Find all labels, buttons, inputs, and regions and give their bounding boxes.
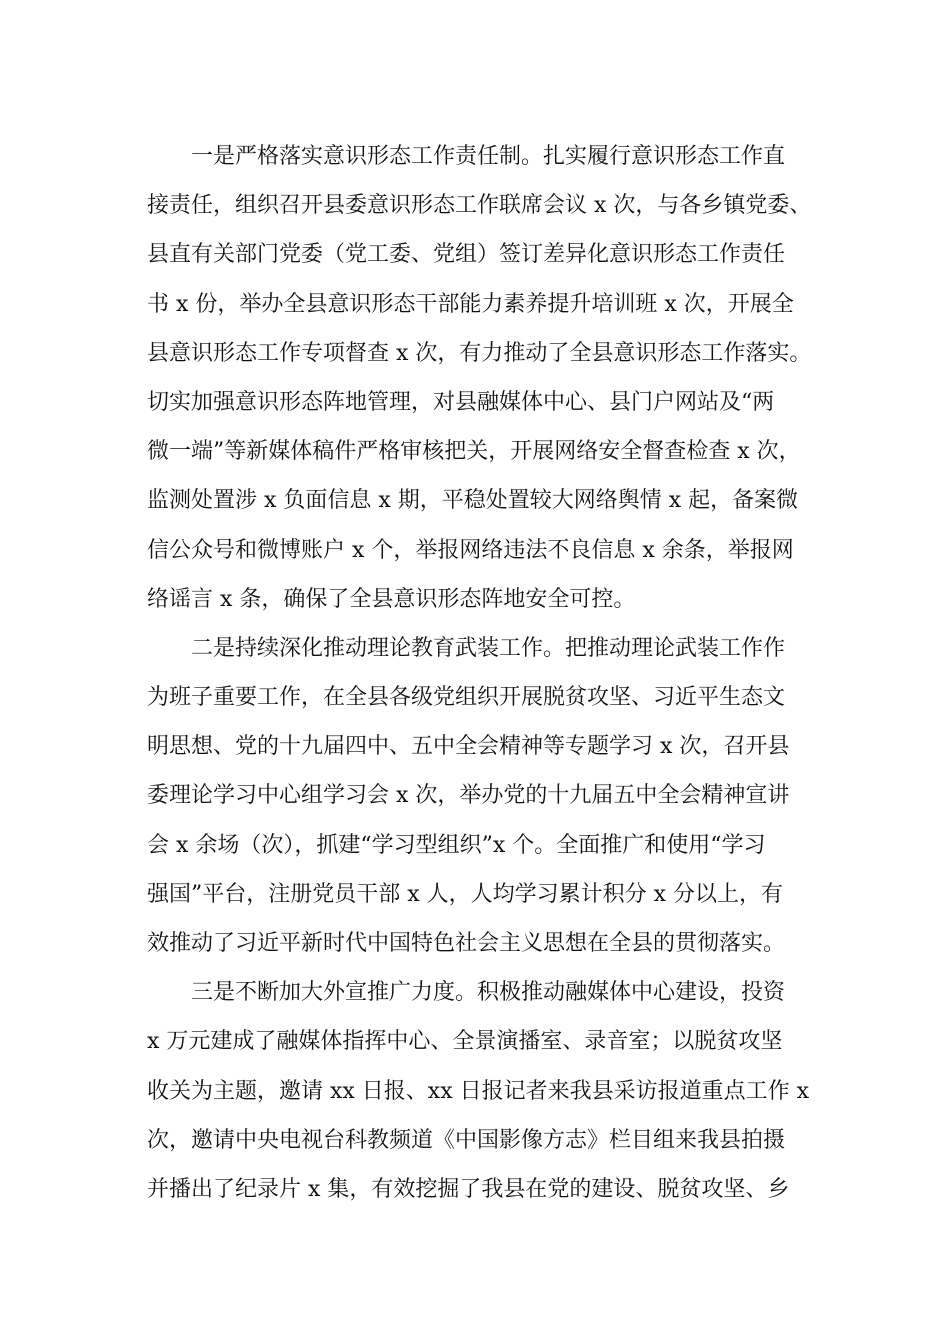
text-line: 二是持续深化推动理论教育武装工作。把推动理论武装工作作: [191, 635, 786, 661]
paragraph-external-publicity: [147, 968, 867, 1214]
text-line: 信公众号和微博账户 x 个，举报网络违法不良信息 x 余条，举报网: [147, 537, 794, 563]
text-line: 为班子重要工作，在全县各级党组织开展脱贫攻坚、习近平生态文: [147, 685, 786, 711]
text-line: 书 x 份，举办全县意识形态干部能力素养提升培训班 x 次，开展全: [147, 291, 794, 317]
paragraph-ideology-responsibility: [147, 132, 867, 624]
text-line: 微一端”等新媒体稿件严格审核把关，开展网络安全督查检查 x 次，: [147, 439, 801, 465]
text-line: 强国”平台，注册党员干部 x 人，人均学习累计积分 x 分以上，有: [147, 881, 784, 907]
text-line: 委理论学习中心组学习会 x 次，举办党的十九届五中全会精神宣讲: [147, 783, 790, 809]
text-line: 监测处置涉 x 负面信息 x 期，平稳处置较大网络舆情 x 起，备案微: [147, 488, 799, 514]
text-line: 会 x 余场（次），抓建“学习型组织”x 个。全面推广和使用“学习: [147, 832, 766, 858]
document-body: [147, 132, 867, 1214]
text-line: 三是不断加大外宣推广力度。积极推动融媒体中心建设，投资: [191, 980, 786, 1006]
text-line: 接责任，组织召开县委意识形态工作联席会议 x 次，与各乡镇党委、: [147, 193, 812, 219]
text-line: 络谣言 x 条，确保了全县意识形态阵地安全可控。: [147, 586, 636, 612]
text-line: 并播出了纪录片 x 集，有效挖掘了我县在党的建设、脱贫攻坚、乡: [147, 1176, 790, 1202]
text-line: 明思想、党的十九届四中、五中全会精神等专题学习 x 次，召开县: [147, 734, 790, 760]
text-line: 一是严格落实意识形态工作责任制。扎实履行意识形态工作直: [191, 144, 786, 169]
text-line: 收关为主题，邀请 xx 日报、xx 日报记者来我县采访报道重点工作 x: [147, 1078, 810, 1104]
text-line: 次，邀请中央电视台科教频道《中国影像方志》栏目组来我县拍摄: [147, 1127, 786, 1153]
text-line: 切实加强意识形态阵地管理，对县融媒体中心、县门户网站及“两: [147, 389, 775, 415]
text-line: 县直有关部门党委（党工委、党组）签订差异化意识形态工作责任: [147, 242, 786, 268]
text-line: 县意识形态工作专项督查 x 次，有力推动了全县意识形态工作落实。: [147, 340, 812, 366]
text-line: 效推动了习近平新时代中国特色社会主义思想在全县的贯彻落实。: [147, 931, 786, 956]
paragraph-theory-education: [147, 624, 867, 968]
text-line: x 万元建成了融媒体指挥中心、全景演播室、录音室；以脱贫攻坚: [147, 1029, 783, 1055]
